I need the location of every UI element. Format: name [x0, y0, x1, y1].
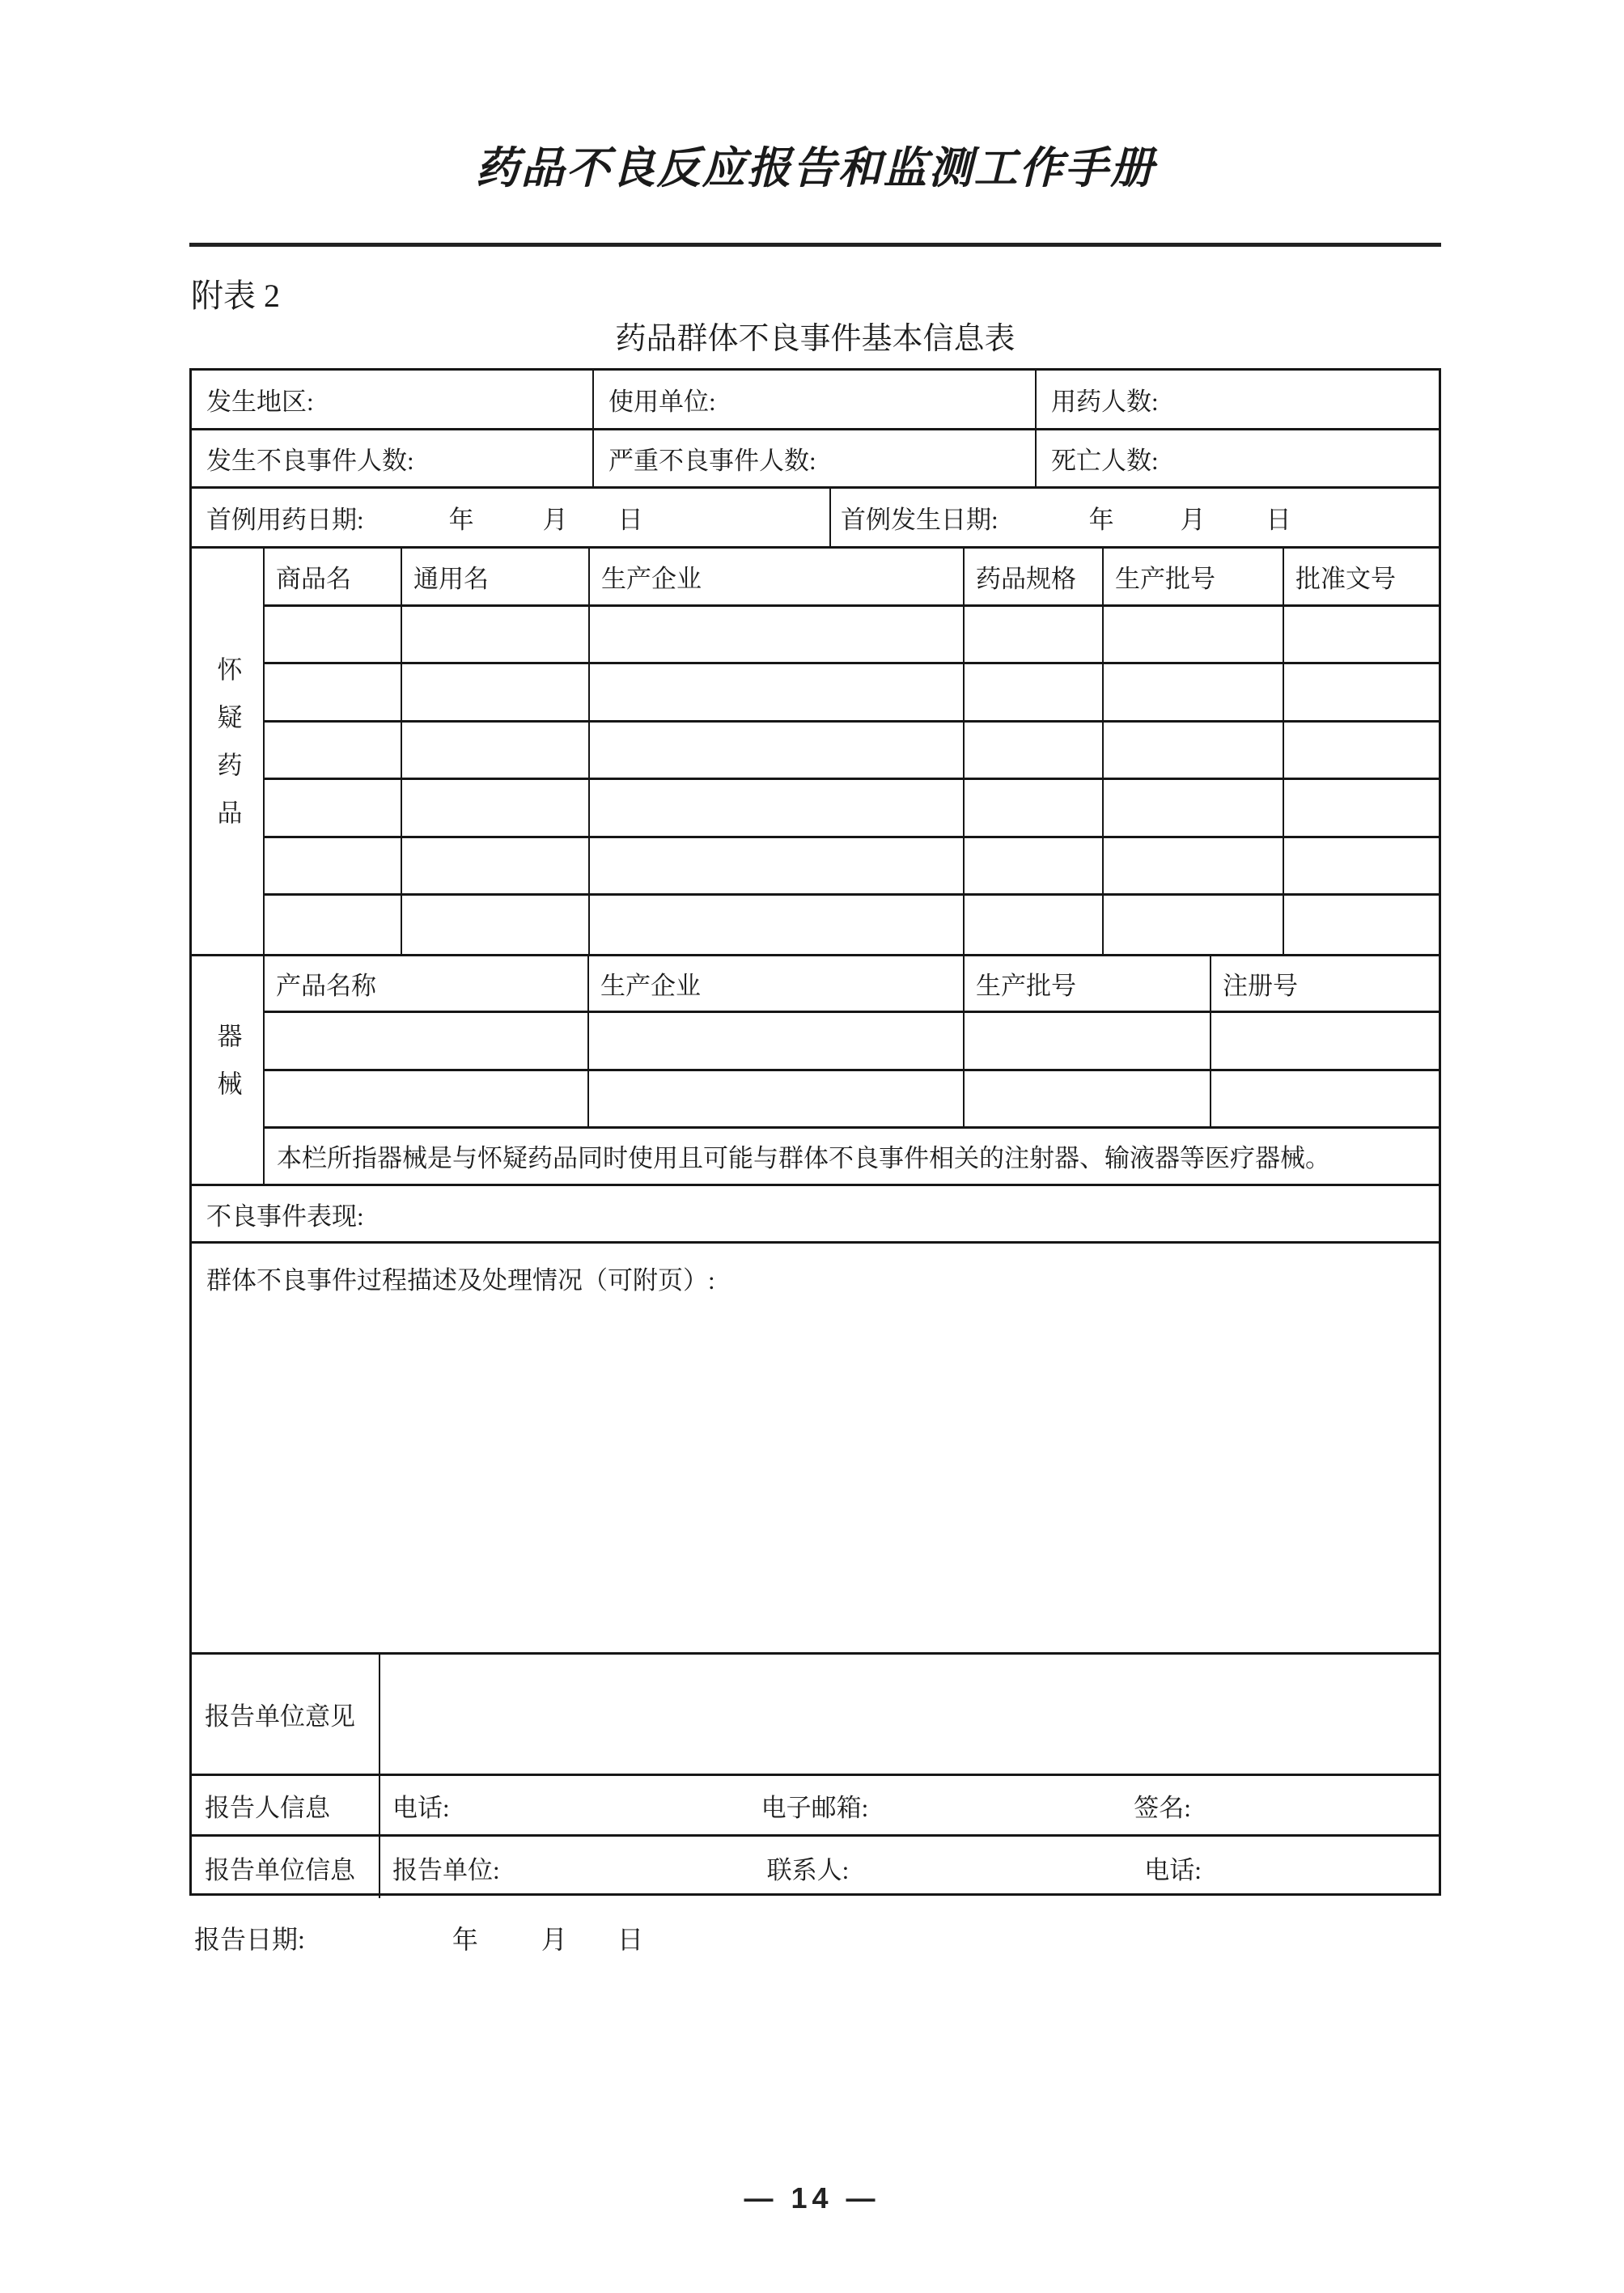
- unit-info-fields: [380, 1837, 1439, 1898]
- info-row-2: [192, 430, 1439, 489]
- suspect-drugs-section: [192, 549, 1439, 956]
- empty-cell: [265, 664, 402, 720]
- empty-cell: [1284, 780, 1439, 836]
- empty-cell: [965, 664, 1104, 720]
- col-drug-spec: 药品规格: [965, 549, 1104, 604]
- info-row-1: [192, 371, 1439, 430]
- year-unit: 年: [452, 1925, 478, 1954]
- empty-cell: [1284, 896, 1439, 954]
- empty-cell: [590, 780, 965, 836]
- field-first-medication-date: [192, 489, 831, 546]
- suspect-drug-row: [265, 780, 1439, 838]
- suspect-drug-row: [265, 896, 1439, 954]
- unit-contact-label: 联系人:: [766, 1855, 850, 1884]
- empty-cell: [1104, 607, 1284, 663]
- suspect-drug-row: [265, 723, 1439, 781]
- empty-cell: [1104, 664, 1284, 720]
- empty-cell: [1211, 1013, 1439, 1068]
- devices-section: [192, 956, 1439, 1186]
- month-unit: 月: [541, 1925, 567, 1954]
- event-description-row: [192, 1244, 1439, 1655]
- empty-cell: [965, 1013, 1211, 1068]
- reporter-info-fields: [380, 1776, 1439, 1834]
- col-manufacturer: 生产企业: [590, 549, 965, 604]
- event-manifestation-row: [192, 1186, 1439, 1244]
- empty-cell: [1104, 723, 1284, 778]
- col-approval-number: 批准文号: [1295, 564, 1396, 593]
- first-occurrence-date-label: 首例发生日期:: [841, 506, 999, 534]
- empty-cell: [265, 896, 402, 954]
- empty-cell: [589, 1013, 965, 1068]
- devices-label-text: 器械: [213, 1022, 242, 1118]
- suspect-drugs-label-text: 怀疑药品: [213, 655, 242, 847]
- suspect-drug-row: [265, 607, 1439, 665]
- report-date-label: 报告日期:: [194, 1925, 305, 1954]
- empty-cell: [1104, 896, 1284, 954]
- col-product-name: 产品名称: [265, 956, 589, 1011]
- empty-cell: [265, 723, 402, 778]
- unit-opinion-row: [192, 1655, 1439, 1776]
- suspect-drugs-section-label: [192, 549, 265, 954]
- empty-cell: [402, 664, 590, 720]
- empty-cell: [402, 896, 590, 954]
- devices-header-row: [265, 956, 1439, 1013]
- col-batch-number: 生产批号: [1104, 549, 1284, 604]
- field-event-manifestation: 不良事件表现:: [206, 1202, 364, 1231]
- empty-cell: [590, 896, 965, 954]
- empty-cell: [965, 896, 1104, 954]
- reporter-signature-label: 签名:: [1134, 1793, 1191, 1822]
- empty-cell: [589, 1071, 965, 1126]
- suspect-drug-row: [265, 664, 1439, 723]
- empty-cell: [1284, 664, 1439, 720]
- empty-cell: [1284, 723, 1439, 778]
- day-unit: 日: [1266, 506, 1291, 534]
- attachment-label: 附表 2: [191, 278, 280, 314]
- empty-cell: [265, 780, 402, 836]
- devices-section-label: [192, 956, 265, 1184]
- empty-cell: [1211, 1071, 1439, 1126]
- empty-cell: [965, 1071, 1211, 1126]
- report-date-line: [194, 1919, 643, 1956]
- unit-phone-label: 电话:: [1144, 1855, 1202, 1884]
- day-unit: 日: [617, 506, 643, 534]
- empty-cell: [965, 838, 1104, 894]
- col-trade-name: 商品名: [265, 549, 402, 604]
- suspect-drug-row: [265, 838, 1439, 896]
- field-first-occurrence-date: [831, 489, 1439, 546]
- reporter-info-row: [192, 1776, 1439, 1837]
- field-medicated-count: 用药人数:: [1051, 388, 1159, 416]
- manual-title: 药品不良反应报告和监测工作手册: [475, 144, 1155, 193]
- devices-note-row: [265, 1129, 1439, 1184]
- empty-cell: [1284, 607, 1439, 663]
- empty-cell: [590, 838, 965, 894]
- reporter-email-label: 电子邮箱:: [761, 1793, 869, 1822]
- device-row: [265, 1013, 1439, 1070]
- field-death-count: 死亡人数:: [1051, 447, 1159, 475]
- unit-info-label: 报告单位信息: [192, 1837, 380, 1898]
- unit-opinion-label: 报告单位意见: [192, 1655, 380, 1774]
- empty-cell: [965, 723, 1104, 778]
- date-row: [192, 489, 1439, 549]
- devices-body: [265, 956, 1439, 1184]
- device-row: [265, 1071, 1439, 1129]
- page-number: — 14 —: [744, 2181, 880, 2215]
- empty-cell: [402, 838, 590, 894]
- reporter-phone-label: 电话:: [392, 1793, 450, 1822]
- year-unit: 年: [448, 506, 474, 534]
- empty-cell: [1104, 838, 1284, 894]
- month-unit: 月: [1180, 506, 1206, 534]
- first-medication-date-label: 首例用药日期:: [206, 506, 364, 534]
- empty-cell: [402, 607, 590, 663]
- form-title: 药品群体不良事件基本信息表: [615, 322, 1016, 356]
- empty-cell: [965, 607, 1104, 663]
- field-use-unit: 使用单位:: [594, 371, 1037, 428]
- field-occurrence-region: 发生地区:: [192, 371, 594, 428]
- empty-cell: [590, 664, 965, 720]
- col-generic-name: 通用名: [402, 549, 590, 604]
- year-unit: 年: [1088, 506, 1114, 534]
- devices-note: 本栏所指器械是与怀疑药品同时使用且可能与群体不良事件相关的注射器、输液器等医疗器械。: [277, 1144, 1330, 1173]
- day-unit: 日: [617, 1925, 643, 1954]
- col-device-manufacturer: 生产企业: [589, 956, 965, 1011]
- col-device-batch-number: 生产批号: [965, 956, 1211, 1011]
- unit-info-row: [192, 1837, 1439, 1898]
- empty-cell: [402, 780, 590, 836]
- header-rule: [189, 243, 1441, 247]
- col-registration-number: 注册号: [1223, 972, 1298, 1001]
- field-event-description: 群体不良事件过程描述及处理情况（可附页）:: [206, 1266, 715, 1295]
- empty-cell: [1104, 780, 1284, 836]
- empty-cell: [590, 723, 965, 778]
- empty-cell: [265, 838, 402, 894]
- empty-cell: [965, 780, 1104, 836]
- form-table: [189, 368, 1441, 1896]
- suspect-drugs-body: [265, 549, 1439, 954]
- unit-opinion-value: [380, 1655, 1439, 1774]
- empty-cell: [402, 723, 590, 778]
- empty-cell: [265, 1071, 589, 1126]
- field-adverse-event-count: 发生不良事件人数:: [192, 430, 594, 486]
- field-serious-event-count: 严重不良事件人数:: [594, 430, 1037, 486]
- empty-cell: [265, 607, 402, 663]
- suspect-drugs-header-row: [265, 549, 1439, 607]
- empty-cell: [1284, 838, 1439, 894]
- empty-cell: [265, 1013, 589, 1068]
- empty-cell: [590, 607, 965, 663]
- unit-name-label: 报告单位:: [392, 1855, 500, 1884]
- reporter-info-label: 报告人信息: [192, 1776, 380, 1834]
- month-unit: 月: [542, 506, 568, 534]
